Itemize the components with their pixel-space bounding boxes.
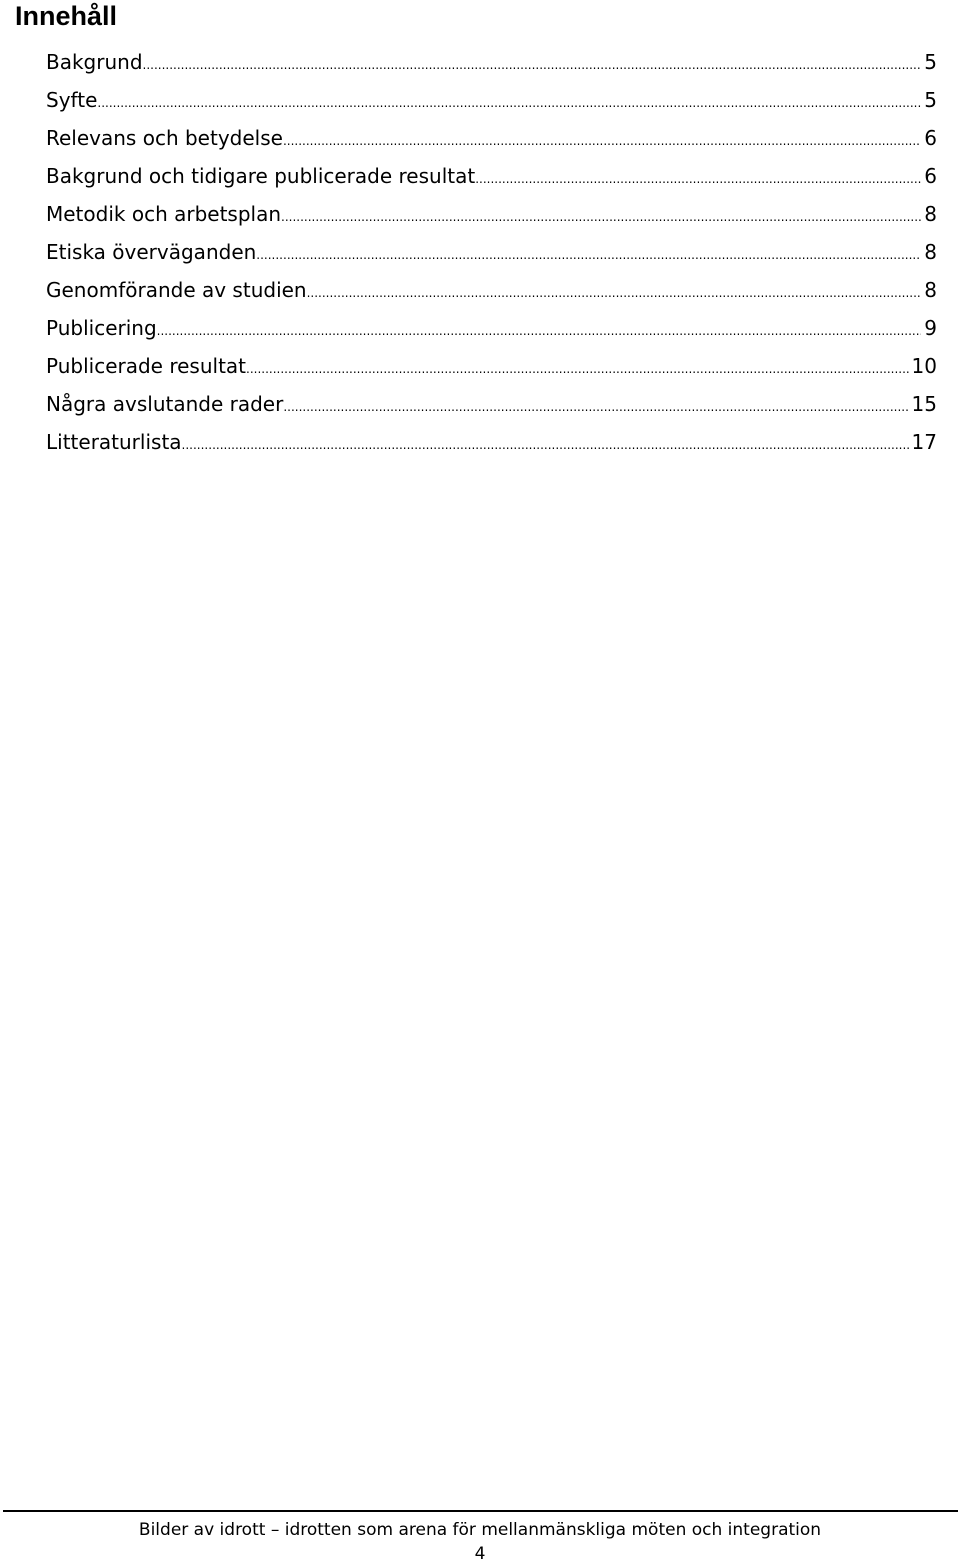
toc-entry-label: Syfte [46, 88, 98, 112]
toc-entry-page: 5 [924, 88, 937, 112]
toc-entry-page: 10 [911, 354, 937, 378]
toc-entry-page: 9 [924, 316, 937, 340]
toc-entry-publicering[interactable] [46, 309, 937, 347]
toc-entry-bakgrund-tidigare[interactable] [46, 157, 937, 195]
toc-dot-leader [97, 81, 921, 119]
footer-running-title: Bilder av idrott – idrotten som arena för mellanmänskliga möten och integration [138, 1520, 822, 1540]
toc-entry-page: 15 [911, 392, 937, 416]
table-of-contents [46, 43, 937, 461]
toc-entry-avslutande[interactable] [46, 385, 937, 423]
toc-entry-metodik[interactable] [46, 195, 937, 233]
toc-dot-leader [182, 423, 909, 461]
toc-entry-page: 8 [924, 202, 937, 226]
toc-entry-label: Publicerade resultat [46, 354, 247, 378]
toc-dot-leader [283, 119, 921, 157]
toc-entry-page: 6 [924, 164, 937, 188]
toc-entry-label: Bakgrund [46, 50, 143, 74]
toc-dot-leader [143, 43, 922, 81]
toc-entry-page: 5 [924, 50, 937, 74]
toc-entry-label: Litteraturlista [46, 430, 182, 454]
toc-entry-label: Metodik och arbetsplan [46, 202, 282, 226]
toc-entry-label: Några avslutande rader [46, 392, 284, 416]
page-title: Innehåll [15, 1, 118, 31]
toc-entry-publicerade-resultat[interactable] [46, 347, 937, 385]
toc-dot-leader [256, 233, 921, 271]
toc-entry-page: 6 [924, 126, 937, 150]
toc-entry-label: Bakgrund och tidigare publicerade resultat [46, 164, 476, 188]
toc-entry-relevans[interactable] [46, 119, 937, 157]
toc-entry-page: 8 [924, 240, 937, 264]
toc-entry-page: 8 [924, 278, 937, 302]
toc-entry-label: Relevans och betydelse [46, 126, 283, 150]
toc-entry-page: 17 [911, 430, 937, 454]
footer-page-number: 4 [474, 1544, 486, 1564]
toc-dot-leader [281, 195, 921, 233]
toc-dot-leader [246, 347, 909, 385]
toc-entry-label: Etiska överväganden [46, 240, 257, 264]
toc-entry-bakgrund[interactable] [46, 43, 937, 81]
toc-entry-genomforande[interactable] [46, 271, 937, 309]
toc-dot-leader [157, 309, 922, 347]
toc-entry-label: Genomförande av studien [46, 278, 307, 302]
toc-dot-leader [307, 271, 922, 309]
toc-entry-syfte[interactable] [46, 81, 937, 119]
toc-dot-leader [475, 157, 921, 195]
toc-entry-litteraturlista[interactable] [46, 423, 937, 461]
toc-dot-leader [283, 385, 908, 423]
footer-divider [3, 1510, 958, 1512]
toc-entry-etiska[interactable] [46, 233, 937, 271]
toc-entry-label: Publicering [46, 316, 157, 340]
